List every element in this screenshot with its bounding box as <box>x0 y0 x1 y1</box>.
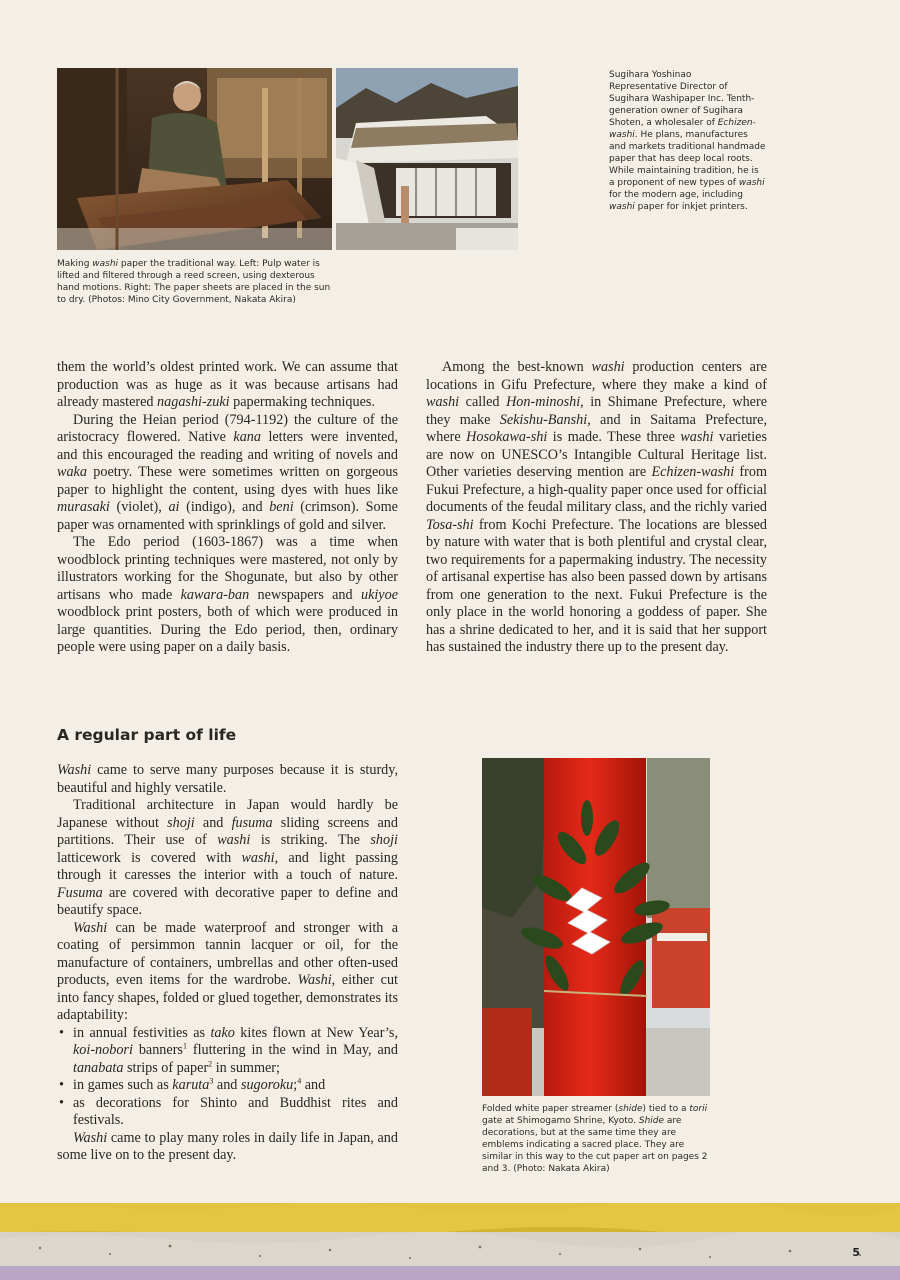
photo-caption: Making washi paper the traditional way. Left: Pulp water is lifted and filtered through a reed screen, using dexterous hand motions. Right: The paper sheets are placed in the sun to dry. (Photos: Mino City Government, Nakata Akira) <box>57 259 331 305</box>
section-body <box>57 762 398 1165</box>
profile-box <box>609 69 767 213</box>
paragraph: Washi can be made waterproof and stronger with a coating of persimmon tannin lacquer or oil, for the manufacture of containers, umbrellas and other often-used products, even items for the wardrobe. Washi, either cut into fancy shapes, folded or glued together, demonstrates its adaptability: <box>57 919 398 1023</box>
paragraph: Among the best-known washi production centers are locations in Gifu Prefecture, where they make a kind of washi called Hon-minoshi, in Shimane Prefecture, where they make Sekishu-Banshi, and in Saitama Prefecture, where Hosokawa-shi is made. These three washi varieties are now on UNESCO’s Intangible Cultural Heritage list. Other varieties deserving mention are Echizen-washi from Fukui Prefecture, a high-quality paper once used for official documents of the feudal military class, and the richly varied Tosa-shi from Kochi Prefecture. The locations are blessed by nature with water that is both plentiful and crystal clear, two requirements for a papermaking industry. The necessity of artisanal expertise has also been passed down by artisans from one generation to the next. Fukui Prefecture is the only place in the world honoring a goddess of paper. She has a shrine dedicated to her, and it is said that her support has sustained the industry there up to the present day. <box>426 359 767 655</box>
uses-list <box>57 1025 398 1130</box>
list-item: • in annual festivities as tako kites flown at New Year’s, koi-nobori banners$^1$ fluttering in the wind in May, and tanabata strips of paper$^2$ in summer; <box>57 1025 398 1078</box>
paragraph: Traditional architecture in Japan would hardly be Japanese without shoji and fusuma sliding screens and partitions. Their use of washi is striking. The shoji latticework is covered with washi, and light passing through it caresses the interior with a touch of nature. Fusuma are covered with decorative paper to define and beautify space. <box>57 797 398 918</box>
list-item: • as decorations for Shinto and Buddhist rites and festivals. <box>57 1095 398 1130</box>
paragraph: Washi came to play many roles in daily life in Japan, and some live on to the present day. <box>57 1129 398 1163</box>
profile-text: Representative Director of Sugihara Washipaper Inc. Tenth-generation owner of Sugihara Shoten, a wholesaler of Echizen-washi. He plans, manufactures and markets traditional handmade paper that has deep local roots. While maintaining tradition, he is a proponent of new types of washi for the modern age, including washi paper for inkjet printers. <box>609 82 766 212</box>
torii-shide-photo <box>482 758 710 1096</box>
page-number: 5 <box>852 1246 860 1259</box>
paragraph: The Edo period (1603-1867) was a time when woodblock printing techniques were mastered, not only by illustrators working for the Shogunate, but also by other artisans who made kawara-ban newspapers and ukiyoe woodblock print posters, both of which were produced in large quantities. During the Edo period, then, ordinary people were using paper on a daily basis. <box>57 534 398 655</box>
paragraph: them the world’s oldest printed work. We can assume that production was as huge as it was because artisans had already mastered nagashi-zuki papermaking techniques. <box>57 359 398 410</box>
right-column-body <box>426 359 767 657</box>
list-item: • in games such as karuta$^3$ and sugoroku;$^4$ and <box>57 1077 398 1095</box>
torii-caption: Folded white paper streamer (shide) tied to a torii gate at Shimogamo Shrine, Kyoto. Shide are decorations, but at the same time they are emblems indicating a sacred place. They are similar in this way to the cut paper art on pages 2 and 3. (Photo: Nakata Akira) <box>482 1104 708 1174</box>
left-column-body <box>57 359 398 657</box>
section-heading: A regular part of life <box>57 726 237 744</box>
drying-paper-photo <box>336 68 518 250</box>
paragraph: During the Heian period (794-1192) the culture of the aristocracy flowered. Native kana letters were invented, and this encouraged the reading and writing of novels and waka poetry. These were sometimes written on gorgeous paper to highlight the content, using dyes with hues like murasaki (violet), ai (indigo), and beni (crimson). Some paper was ornamented with sprinklings of gold and silver. <box>57 411 398 533</box>
paragraph: Washi came to serve many purposes because it is sturdy, beautiful and highly versatile. <box>57 762 398 796</box>
lavender-paper-strip <box>0 1266 900 1280</box>
profile-name: Sugihara Yoshinao <box>609 70 692 80</box>
speckled-paper-strip <box>0 1232 900 1268</box>
papermaking-photo <box>57 68 332 250</box>
